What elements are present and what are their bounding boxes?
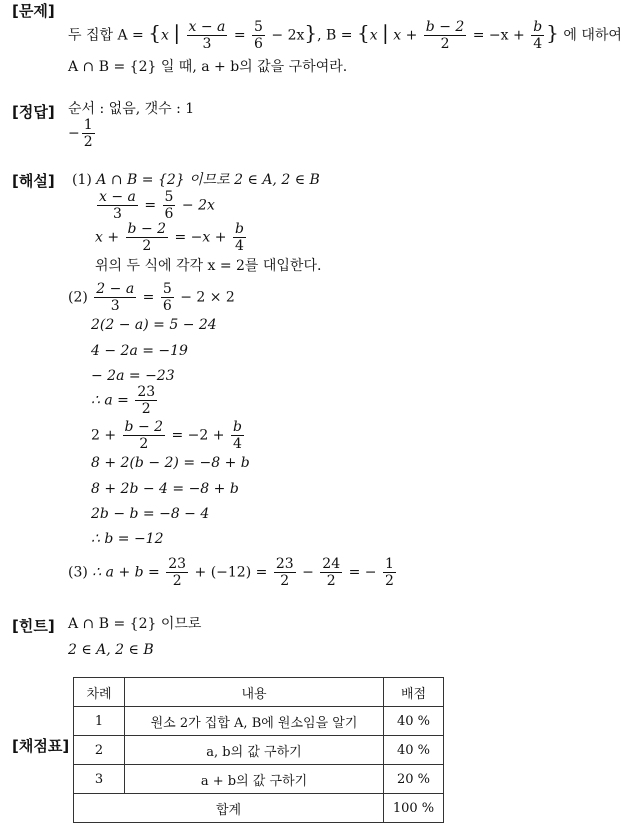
table-row (74, 765, 444, 794)
rubric-total-label: 합계 (74, 794, 384, 823)
rubric-cell: a, b의 값 구하기 (125, 736, 384, 765)
answer-line-1: 순서 : 없음, 갯수 : 1 (68, 101, 195, 117)
rubric-total-row (74, 794, 444, 823)
solution-step-1-eq2: x + $\frac{b - 2}{2}$ = −x + $\frac{b}{4}$ (95, 221, 244, 254)
table-row (74, 736, 444, 765)
rubric-cell: 2 (74, 736, 125, 765)
solution-step-2-line-10: ∴ b = −12 (91, 531, 164, 547)
rubric-cell: 3 (74, 765, 125, 794)
rubric-cell: a + b의 값 구하기 (125, 765, 384, 794)
section-problem-label: [문제] (12, 2, 55, 20)
solution-step-2-line-6: 2 + $\frac{b - 2}{2}$ = −2 + $\frac{b}{4}$ (91, 419, 242, 452)
problem-line-2: A ∩ B = {2} 일 때, a + b의 값을 구하여라. (68, 59, 348, 75)
problem-line-1: 두 집합 A = {x | $\frac{x - a}{3}$ = $\frac{5}{6}$ − 2x}, B = {x | x + $\frac{b - 2}{2}$ = −x + $\frac{b}{4}$ } 에 대하여 (68, 19, 622, 52)
rubric-header-score: 배점 (384, 678, 444, 707)
set-a-var: x (160, 27, 169, 44)
rubric-cell: 40 % (384, 736, 444, 765)
rubric-header-order: 차례 (74, 678, 125, 707)
problem-prefix: 두 집합 A = (68, 27, 144, 44)
solution-step-2-line-4: − 2a = −23 (91, 368, 175, 384)
problem-frac-1: $\frac{x - a}{3}$ (188, 19, 226, 52)
solution-step-2-line-2: 2(2 − a) = 5 − 24 (91, 317, 217, 333)
solution-step-1-note: 위의 두 식에 각각 x = 2를 대입한다. (95, 258, 322, 274)
section-answer-label: [정답] (12, 103, 55, 121)
problem-frac-3: $\frac{b - 2}{2}$ (425, 19, 465, 52)
rubric-cell: 40 % (384, 707, 444, 736)
solution-step-2: (2) $\frac{2 - a}{3}$ = $\frac{5}{6}$ − 2 × 2 (68, 281, 235, 314)
hint-line-2: 2 ∈ A, 2 ∈ B (68, 642, 154, 658)
problem-suffix: 에 대하여 (563, 27, 622, 44)
section-solution-label: [해설] (12, 172, 55, 190)
solution-step-2-line-7: 8 + 2(b − 2) = −8 + b (91, 455, 250, 471)
rubric-header-row (74, 678, 444, 707)
problem-frac-2: $\frac{5}{6}$ (254, 19, 263, 52)
solution-step-2-line-8: 8 + 2b − 4 = −8 + b (91, 481, 239, 497)
solution-step-1: (1) A ∩ B = {2} 이므로 2 ∈ A, 2 ∈ B (72, 172, 320, 188)
problem-frac-4: $\frac{b}{4}$ (533, 19, 543, 52)
table-row (74, 707, 444, 736)
solution-step-2-line-3: 4 − 2a = −19 (91, 343, 188, 359)
section-hint-label: [힌트] (12, 617, 55, 635)
rubric-cell: 20 % (384, 765, 444, 794)
solution-step-2-line-9: 2b − b = −8 − 4 (91, 506, 210, 522)
rubric-cell: 원소 2가 집합 A, B에 원소임을 알기 (125, 707, 384, 736)
section-rubric-label: [채점표] (12, 737, 70, 755)
solution-step-1-eq1: $\frac{x - a}{3}$ = $\frac{5}{6}$ − 2x (99, 189, 215, 222)
rubric-table (73, 677, 444, 823)
hint-line-1: A ∩ B = {2} 이므로 (68, 616, 202, 632)
rubric-total-value: 100 % (384, 794, 444, 823)
solution-step-3: (3) ∴ a + b = $\frac{23}{2}$ + (−12) = $\frac{23}{2}$ − $\frac{24}{2}$ = − $\frac{1}{2}$ (68, 556, 394, 589)
rubric-cell: 1 (74, 707, 125, 736)
solution-step-2-line-5: ∴ a = $\frac{23}{2}$ (91, 384, 156, 417)
answer-value: − $\frac{1}{2}$ (68, 117, 93, 150)
rubric-header-content: 내용 (125, 678, 384, 707)
